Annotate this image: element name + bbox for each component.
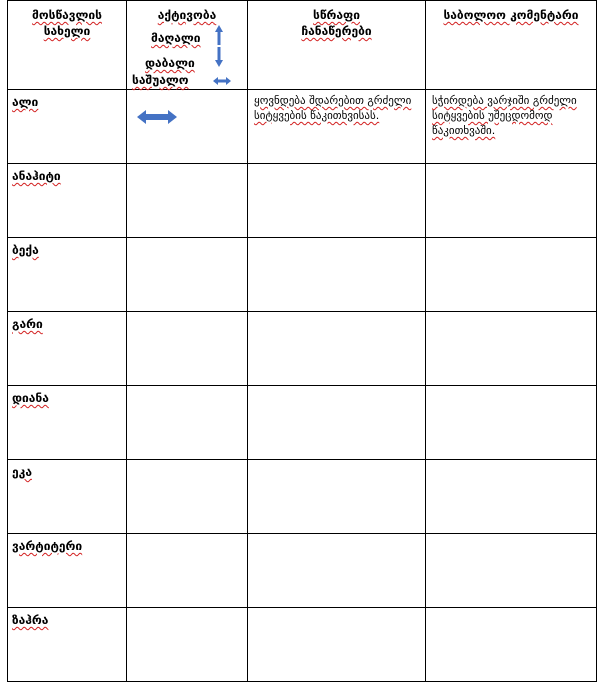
student-name: დიანა: [12, 391, 49, 405]
quick-note-cell: [248, 534, 426, 608]
final-comment-cell: [426, 534, 597, 608]
activity-level-medium: საშუალო: [132, 73, 189, 87]
header-final-comment-title: საბოლოო კომენტარი: [443, 8, 579, 22]
table-row: [8, 386, 597, 460]
header-student-name-line2: სახელი: [43, 24, 91, 38]
quick-note-cell: [248, 460, 426, 534]
activity-cell: [127, 608, 248, 682]
quick-note-cell: [248, 164, 426, 238]
activity-cell: [127, 460, 248, 534]
final-comment-cell: [426, 238, 597, 312]
activity-cell: [127, 238, 248, 312]
table-row: [8, 90, 597, 164]
header-final-comment: [426, 1, 597, 90]
final-comment-cell: [426, 312, 597, 386]
table-row: [8, 534, 597, 608]
table-row: [8, 312, 597, 386]
student-name: ზაჰრა: [12, 613, 49, 627]
final-comment-cell: [426, 608, 597, 682]
student-name: ეკა: [12, 465, 32, 479]
header-activity-title: აქტივობა: [157, 8, 217, 22]
quick-note-cell: [248, 312, 426, 386]
activity-cell: [127, 164, 248, 238]
final-comment-cell: [426, 164, 597, 238]
student-activity-table: [7, 0, 597, 682]
quick-note: ყოვნდება შდარებით გრძელი სიტყვების წაკითხვისას.: [254, 94, 412, 122]
header-student-name: [8, 1, 127, 90]
final-comment-cell: [426, 386, 597, 460]
activity-cell: [127, 312, 248, 386]
double-arrow-icon: [137, 110, 177, 124]
student-name: ბექა: [12, 243, 39, 257]
quick-note-cell: [248, 386, 426, 460]
final-comment-cell: [426, 460, 597, 534]
arrow-down-icon: [215, 47, 223, 67]
header-quick-notes-line1: სწრაფი: [313, 8, 360, 22]
header-row: [8, 1, 597, 90]
student-name: გარი: [12, 317, 43, 331]
student-name: ანაჰიტი: [12, 169, 61, 183]
activity-cell: [127, 534, 248, 608]
header-quick-notes-line2: ჩანაწერები: [301, 24, 372, 38]
arrow-up-icon: [215, 25, 223, 45]
student-name: ალი: [12, 95, 39, 109]
header-activity: [127, 1, 248, 90]
activity-level-high: მაღალი: [151, 31, 201, 45]
table-row: [8, 238, 597, 312]
table-row: [8, 460, 597, 534]
student-name: ვარტიტერი: [12, 539, 83, 553]
table-row: [8, 608, 597, 682]
header-quick-notes: [248, 1, 426, 90]
header-student-name-line1: მოსწავლის: [32, 8, 102, 22]
activity-level-low: დაბალი: [145, 56, 195, 70]
arrow-left-right-icon: [213, 77, 231, 85]
final-comment: სჭირდება ვარჯიში გრძელი სიტყვების უშეცდომოდ წაკითხვაში.: [432, 94, 577, 137]
quick-note-cell: [248, 238, 426, 312]
quick-note-cell: [248, 608, 426, 682]
table-row: [8, 164, 597, 238]
activity-cell: [127, 386, 248, 460]
